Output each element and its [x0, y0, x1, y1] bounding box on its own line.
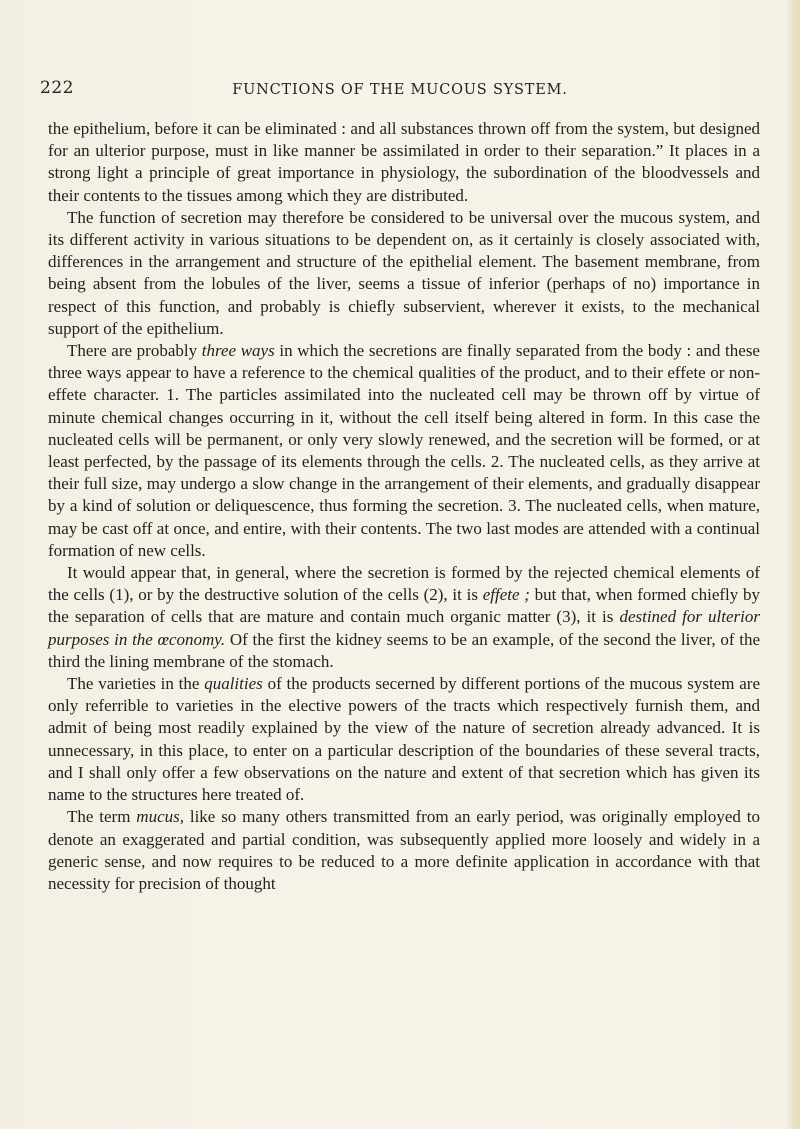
page-edge — [786, 0, 800, 1129]
text-segment: the epithelium, before it can be eliminated : and all substances thrown off from the system, but designed for an ulterior purpose, must in like manner be assimilated in order to their separation.” It places in a strong light a principle of great importance in physiology, the subordination of the bloodvessels and their contents to the tissues among which they are distributed. — [48, 119, 760, 205]
paragraph-3 — [48, 340, 760, 562]
page-header — [40, 78, 760, 102]
text-segment: Of the first the kidney seems to be an example, of the second the liver, of the third the lining membrane of the stomach. — [48, 629, 760, 671]
italic-text: effete ; — [482, 585, 530, 605]
text-segment: The function of secretion may therefore be considered to be universal over the mucous system, and its different activity in various situations to be dependent on, as it certainly is closely associated with, differences in the arrangement and structure of the epithelial element. The basement membrane, from being absent from the lobules of the liver, seems a tissue of inferior (perhaps of no) importance in respect of this function, and probably is chiefly subservient, wherever it exists, to the mechanical support of the epithelium. — [48, 207, 760, 338]
paragraph-2 — [48, 207, 760, 340]
text-segment: It would appear that, in general, where the secretion is formed by the rejected chemical elements of the cells (1), or by the destructive solution of the cells (2), it is — [48, 563, 760, 605]
text-segment: but that, when formed chiefly by the separation of cells that are mature and contain much organic matter (3), it is — [48, 585, 761, 627]
paragraph-5 — [48, 673, 760, 806]
text-segment: like so many others transmitted from an early period, was originally employed to denote an exaggerated and partial condition, was subsequently applied more loosely and widely in a generic sense, and now requires to be reduced to a more definite application in accordance with that necessity for precision of thought — [48, 807, 760, 893]
italic-text: qualities — [204, 674, 263, 694]
italic-text: three ways — [201, 341, 275, 361]
body-text — [48, 118, 760, 895]
paragraph-6 — [48, 806, 760, 895]
text-segment: There are probably — [67, 341, 202, 361]
running-title: FUNCTIONS OF THE MUCOUS SYSTEM. — [232, 82, 568, 98]
text-segment: The varieties in the — [67, 674, 205, 694]
page-number: 222 — [40, 78, 74, 98]
italic-text: mucus, — [136, 807, 184, 827]
paragraph-1 — [48, 118, 760, 207]
italic-text: destined for ulterior purposes in the œconomy. — [48, 607, 760, 649]
text-segment: of the products secerned by different portions of the mucous system are only referrible to varieties in the elective powers of the tracts which respectively furnish them, and admit of being most readily explained by the view of the nature of secretion already advanced. It is unnecessary, in this place, to enter on a particular description of the boundaries of these several tracts, and I shall only offer a few observations on the nature and extent of that secretion which has given its name to the structures here treated of. — [48, 674, 760, 805]
text-segment: in which the secretions are finally separated from the body : and these three ways appear to have a reference to the chemical qualities of the product, and to their effete or non-effete character. 1. The particles assimilated into the nucleated cell may be thrown off by virtue of minute chemical changes occurring in it, without the cell itself being altered in form. In this case the nucleated cells will be permanent, or only very slowly renewed, and the secretion will be formed, or at least perfected, by the passage of its elements through the cells. 2. The nucleated cells, as they arrive at their full size, may undergo a slow change in the arrangement of their elements, and gradually disappear by a kind of solution or deliquescence, thus forming the secretion. 3. The nucleated cells, when mature, may be cast off at once, and entire, with their contents. The two last modes are attended with a continual formation of new cells. — [48, 341, 760, 560]
paragraph-4 — [48, 562, 760, 673]
text-segment: The term — [67, 807, 137, 827]
